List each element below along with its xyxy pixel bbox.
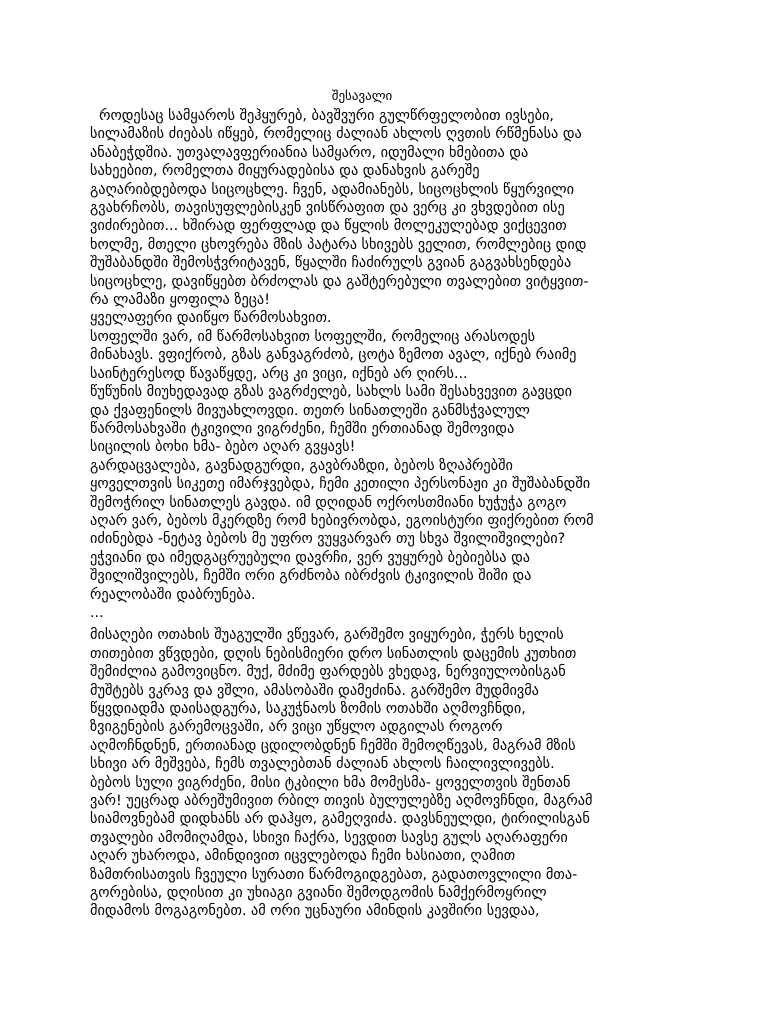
- paragraph-line: შვილიშვილებს, ჩემში ორი გრძნობა იბრძვის ტკივილის შიში და: [90, 568, 532, 585]
- paragraph-line: გორებისა, დღისით კი უხიაგი გვიანი შემოდგომის ნამქერმოყრილ: [90, 885, 547, 902]
- paragraph-line: სახეებით, რომელთა მიყურადებისა და დანახვის გარეშე: [90, 163, 480, 180]
- paragraph-line: იძინებდა -ნეტავ ბებოს მე უფრო ვუყვარვარ თუ სხვა შვილიშვილები?: [90, 531, 566, 548]
- paragraph-line: გაღარიბდებოდა სიცოცხლე. ჩვენ, ადამიანებს, სიცოცხლის წყურვილი: [90, 181, 575, 198]
- paragraph-line: და ქვაფენილს მივუახლოვდი. თეთრ სინათლეში განმსჭვალულ: [90, 402, 530, 419]
- paragraph-line: რეალობაში დაბრუნება.: [90, 586, 256, 603]
- paragraph-line: შემიძლია გამოვიცნო. მუქ, მძიმე ფარდებს ვხედავ, ნერვიულობისგან: [90, 664, 566, 681]
- body-text: [90, 107, 690, 921]
- paragraph-line: საინტერესოდ წავაწყდე, არც კი ვიცი, იქნებ არ ღირს...: [90, 365, 468, 382]
- paragraph-line: ზვიგენების გარემოცვაში, არ ვიცი უწყლო ადგილას როგორ: [90, 719, 503, 736]
- heading-row: [0, 88, 768, 106]
- paragraph-line: ზამთრისათვის ჩვეული სურათი წარმოგიდგებათ, გადათოვლილი მთა-: [90, 866, 578, 883]
- paragraph-line: სიცილის ბოხი ხმა- ბებო აღარ გვყავს!: [90, 439, 356, 456]
- paragraph-line: ანაბეჭდშია. უთვალავფერიანია სამყარო, იდუმალი ხმებითა და: [90, 144, 529, 161]
- paragraph-line: სოფელში ვარ, იმ წარმოსახვით სოფელში, რომელიც არასოდეს: [90, 328, 536, 345]
- paragraph-line: ეჭვიანი და იმედგაცრუებული დავრჩი, ვერ ვუყურებ ბებიებსა და: [90, 549, 531, 566]
- paragraph-line: მუშტებს ვკრავ და ვშლი, ამასობაში დამეძინა. გარშემო მუდმივმა: [90, 682, 539, 699]
- paragraph-line: აღარ ვარ, ბებოს მკერდზე რომ ხებივრობდა, ეგოისტური ფიქრებით რომ: [90, 512, 594, 529]
- paragraph-line: წარმოსახვაში ტკივილი ვიგრძენი, ჩემში ერთიანად შემოვიდა: [90, 420, 515, 437]
- paragraph-line: ვიძირებით... ხშირად ფერფლად და წყლის მოლეკულებად ვიქცევით: [90, 218, 567, 235]
- paragraph-line: გარდაცვალება, გავნადგურდი, გავბრაზდი, ბებოს ზღაპრებში: [90, 457, 513, 474]
- paragraph-line: წყვდიადმა დაისადგურა, საკუჭნაოს ზომის ოთახში აღმოვჩნდი,: [90, 701, 526, 717]
- paragraph-line: სიცოცხლე, დავიწყებთ ბრძოლას და გაშტერებული თვალებით ვიტყვით-: [90, 273, 589, 290]
- paragraph-line: ხოლმე, მთელი ცხოვრება მზის პატარა სხივებს ველით, რომლებიც დიდ: [90, 236, 587, 253]
- paragraph-line: მისაღები ოთახის შუაგულში ვწევარ, გარშემო ვიყურები, ჭერს ხელის: [90, 627, 564, 644]
- paragraph-line: ბებოს სული ვიგრძენი, მისი ტკბილი ხმა მომესმა- ყოველთვის შენთან: [90, 774, 571, 791]
- paragraph-line: შემოჭრილ სინათლეს გავდა. იმ დღიდან ოქროსთმიანი ხუჭუჭა გოგო: [90, 494, 567, 511]
- paragraph-line: მინახავს. ვფიქრობ, გზას განვაგრძობ, ცოტა ზემოთ ავალ, იქნებ რაიმე: [90, 347, 577, 364]
- paragraph-line: ყველაფერი დაიწყო წარმოსახვით.: [90, 310, 332, 327]
- page-heading: შესავალი: [331, 89, 393, 104]
- paragraph-line: აღმოჩნდნენ, ერთიანად ცდილობდნენ ჩემში შემოღწევას, მაგრამ მზის: [90, 737, 576, 754]
- paragraph-line: სილამაზის ძიებას იწყებ, რომელიც ძალიან ახლოს ღვთის რწმენასა და: [90, 126, 582, 143]
- ellipsis-line: ...: [90, 604, 104, 621]
- paragraph-line: აღარ უხაროდა, ამინდივით იცვლებოდა ჩემი ხასიათი, ღამით: [90, 848, 516, 865]
- paragraph-line: თითებით ვწვდები, დღის ნებისმიერი დრო სინათლის დაცემის კუთხით: [90, 645, 577, 662]
- paragraph-line: რა ლამაზი ყოფილა ზეცა!: [90, 292, 270, 309]
- paragraph-line: როდესაც სამყაროს შეჰყურებ, ბავშვური გულწრფელობით ივსები,: [90, 108, 554, 124]
- paragraph-line: თვალები ამომიღამდა, სხივი ჩაქრა, სევდით სავსე გულს აღარაფერი: [90, 829, 568, 846]
- paragraph-line: წუწუნის მიუხედავად გზას ვაგრძელებ, სახლს სამი შესახვევით გავცდი: [90, 384, 573, 401]
- paragraph-line: შუშაბანდში შემოსჭვრიტავენ, წყალში ჩაძირულს გვიან გაგვახსენდება: [90, 255, 572, 272]
- paragraph-line: ყოველთვის სიკეთე იმარჯვებდა, ჩემი კეთილი პერსონაჟი კი შუშაბანდში: [90, 476, 591, 493]
- paragraph-line: გვახრჩობს, თავისუფლებისკენ ვისწრაფით და ვერც კი ვხვდებით ისე: [90, 200, 565, 217]
- paragraph-line: სიამოვნებამ დიდხანს არ დაჰყო, გამეღვიძა. დავსნეულდი, ტირილისგან: [90, 811, 590, 828]
- paragraph-line: მიდამოს მოგაგონებთ. ამ ორი უცნაური ამინდის კავშირი სევდაა,: [90, 903, 540, 920]
- paragraph-line: სხივი არ მეშვება, ჩემს თვალებთან ძალიან ახლოს ჩაილივლივებს.: [90, 756, 555, 773]
- paragraph-line: ვარ! უეცრად აბრეშუმივით რბილ თივის ბულულებზე აღმოვჩნდი, მაგრამ: [90, 793, 593, 810]
